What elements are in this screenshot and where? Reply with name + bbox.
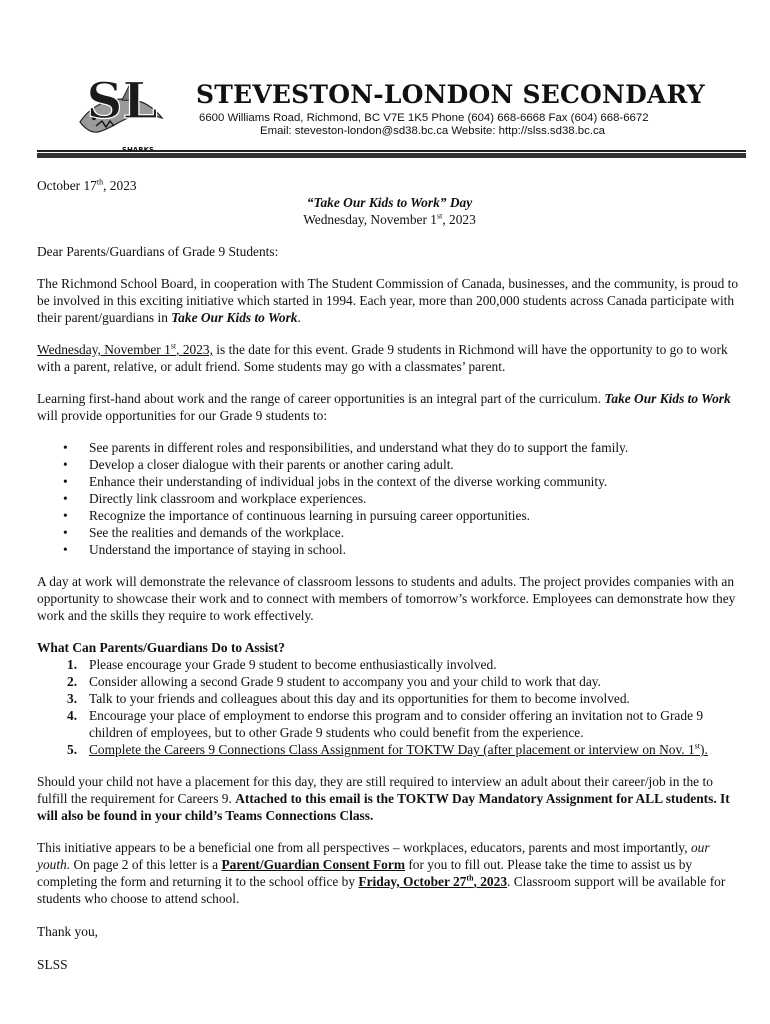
list-item: 5. Complete the Careers 9 Connections Class Assignment for TOKTW Day (after placement or interview on Nov. 1st). [67,741,708,757]
opportunities-list [37,439,742,558]
event-title: “Take Our Kids to Work” Day [306,195,473,210]
school-contact: Email: steveston-london@sd38.bc.ca Website: http://slss.sd38.bc.ca [260,125,606,137]
list-item: • Recognize the importance of continuous learning in pursuing career opportunities. [37,507,742,524]
event-date: Wednesday, November 1st, 2023 [303,211,476,227]
paragraph-event-date: Wednesday, November 1st, 2023, is the date for this event. Grade 9 students in Richmond will have the opportunity to go to work with a parent, relative, or adult friend. Some students may go with a classmates’ parent. [37,341,728,374]
paragraph-day-at-work: A day at work will demonstrate the relevance of classroom lessons to students and adults. The project provides companies with an opportunity to showcase their work and to connect with members of tomorrow’s workforce. Employees can demonstrate how they work and the skills they require to work effectively. [37,574,736,623]
assist-heading: What Can Parents/Guardians Do to Assist? [37,640,285,655]
logo-letters: SL [86,71,158,130]
list-item: 2. Consider allowing a second Grade 9 student to accompany you and your child to work that day. [67,674,601,689]
paragraph-intro: The Richmond School Board, in cooperation with The Student Commission of Canada, businesses, and the community, is proud to be involved in this exciting initiative which started in 1994. Each year, more than 200,000 students across Canada participate with their parent/guardians in Take Our Kids to Work. [37,276,739,325]
list-item: • Develop a closer dialogue with their parents or another caring adult. [37,456,742,473]
salutation: Dear Parents/Guardians of Grade 9 Students: [37,244,279,259]
list-item: • Directly link classroom and workplace experiences. [37,490,742,507]
list-item: 4. Encourage your place of employment to endorse this program and to consider offering an invitation not to Grade 9 children of employees, but to other Grade 9 students who could benefit from the experience. [67,708,704,740]
paragraph-learning: Learning first-hand about work and the range of career opportunities is an integral part of the curriculum. Take Our Kids to Work will provide opportunities for our Grade 9 students to: [37,391,731,423]
list-item: • Enhance their understanding of individual jobs in the context of the diverse working community. [37,473,742,490]
paragraph-consent: This initiative appears to be a beneficial one from all perspectives – workplaces, educators, parents and most importantly, our youth. On page 2 of this letter is a Parent/Guardian Consent Form for you to fill out. Please take the time to assist us by completing the form and returning it to the school office by Friday, October 27th, 2023. Classroom support will be available for students who choose to attend school. [37,840,726,906]
list-item: • See parents in different roles and responsibilities, and understand what they do to support the family. [37,439,742,456]
list-item: 3. Talk to your friends and colleagues about this day and its opportunities for them to become involved. [67,691,630,706]
header-rule-thick [37,153,746,158]
header-rule-thin [37,150,746,152]
list-item: • See the realities and demands of the workplace. [37,524,742,541]
list-item: 1. Please encourage your Grade 9 student to become enthusiastically involved. [67,657,497,672]
letter-body [37,177,742,973]
closing: Thank you, [37,924,98,939]
paragraph-no-placement: Should your child not have a placement for this day, they are still required to interview an adult about their career/job in the to fulfill the requirement for Careers 9. Attached to this email is the TOKTW Day Mandatory Assignment for ALL students. It will also be found in your child’s Teams Connections Class. [37,774,730,823]
school-address: 6600 Williams Road, Richmond, BC V7E 1K5 Phone (604) 668-6668 Fax (604) 668-6672 [199,112,649,124]
school-name: STEVESTON-LONDON SECONDARY [196,80,705,109]
signature: SLSS [37,957,68,972]
assist-list [37,656,742,758]
school-logo [78,60,168,156]
due-date: Friday, October 27th, 2023 [358,873,508,889]
consent-form-reference: Parent/Guardian Consent Form [221,857,405,872]
list-item: • Understand the importance of staying in school. [37,541,742,558]
letter-date: October 17th, 2023 [37,177,137,193]
